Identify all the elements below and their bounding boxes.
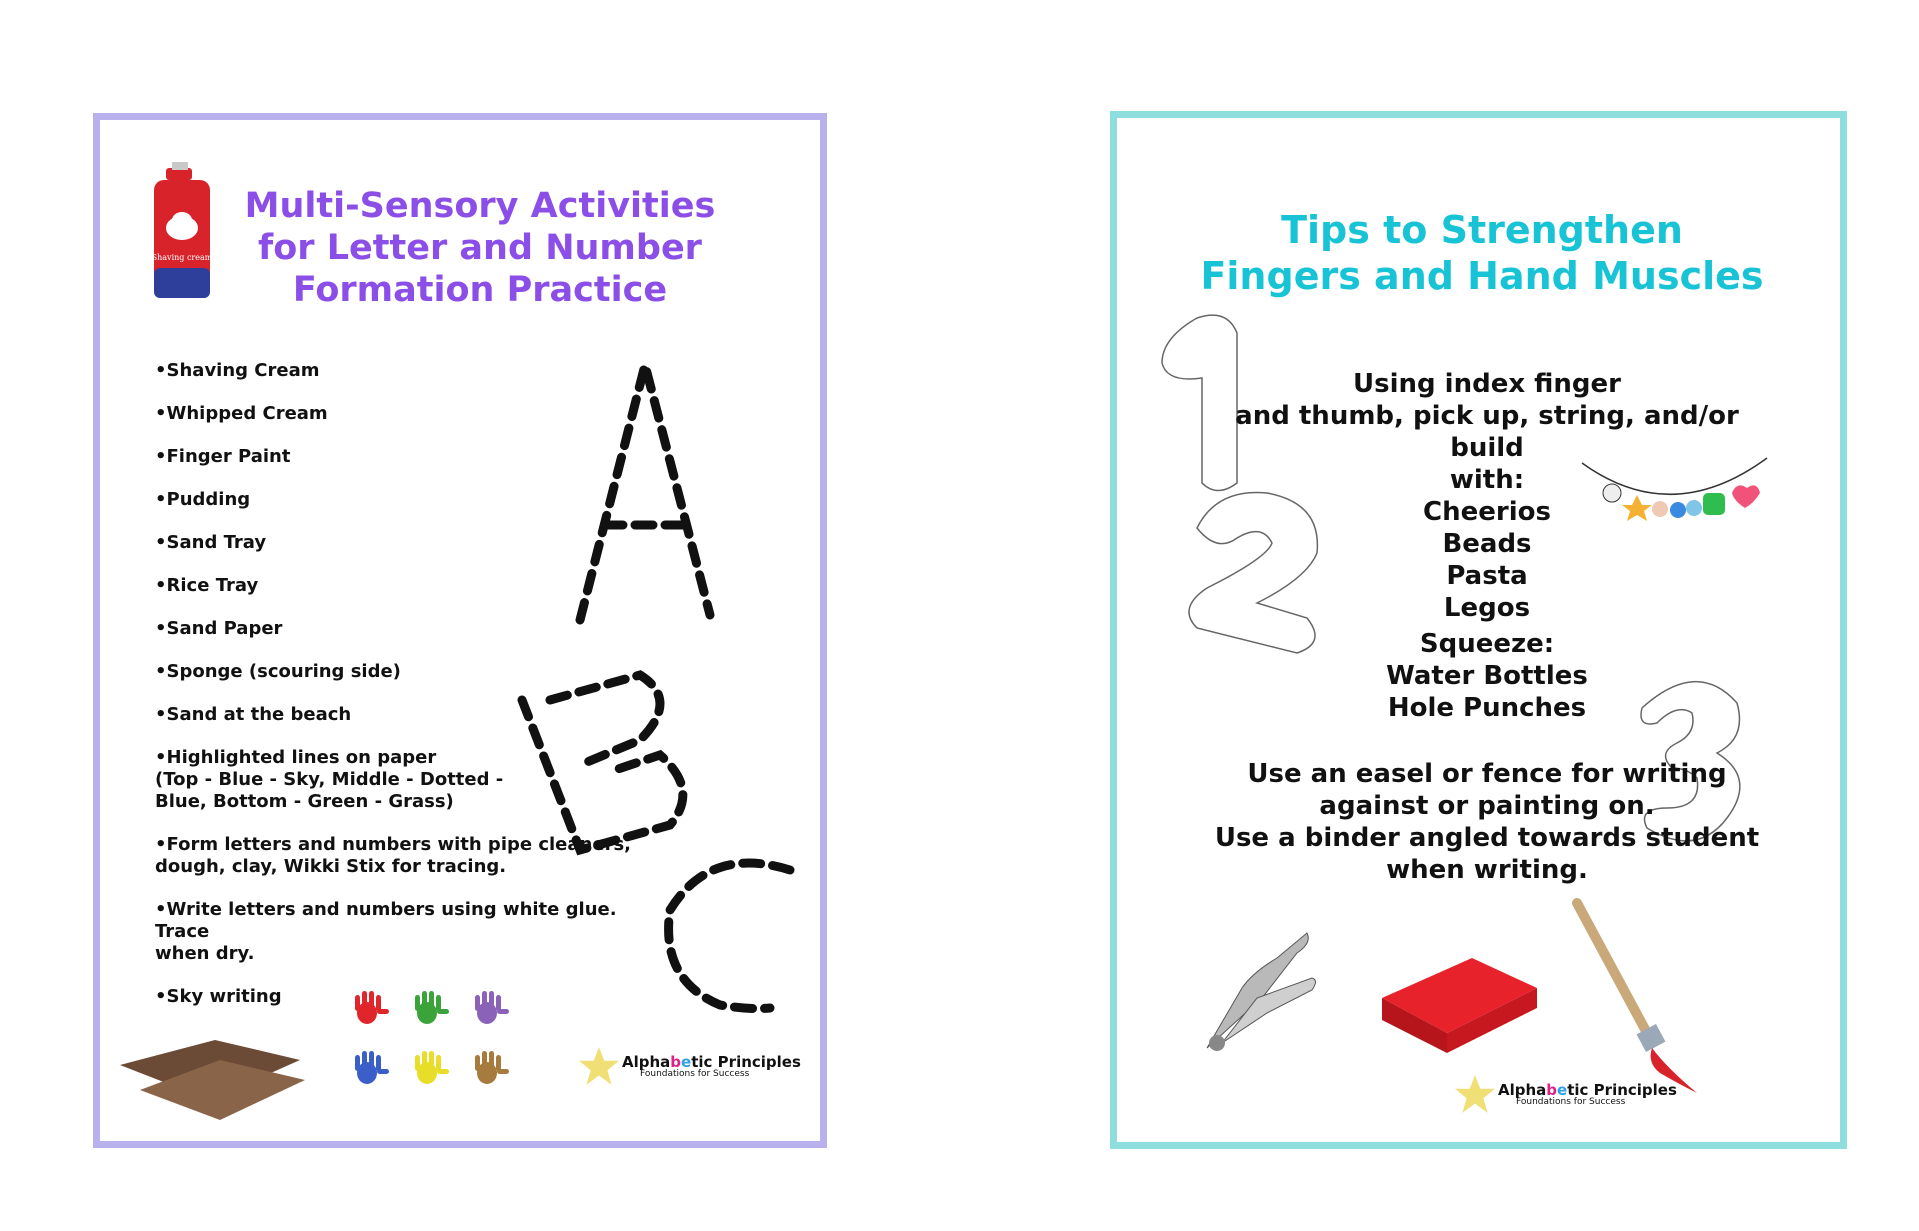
index-finger-tip: Using index finger and thumb, pick up, string, and/or build with: Cheerios Beads Pasta Legos (1235, 369, 1739, 623)
sandpaper-icon (120, 1020, 320, 1120)
brand-name: Alphabetic Principles (1498, 1080, 1677, 1099)
handprint-icon (415, 991, 449, 1024)
list-item: •Whipped Cream (155, 403, 328, 424)
brand-tagline: Foundations for Success (640, 1068, 750, 1079)
handprints-icon (345, 980, 525, 1100)
paint-brush-icon (1572, 898, 1712, 1098)
squeeze-tip: Squeeze: Water Bottles Hole Punches (1386, 629, 1588, 723)
list-item: •Sand Tray (155, 532, 267, 553)
brand-tagline: Foundations for Success (1516, 1096, 1626, 1107)
handprint-icon (475, 991, 509, 1024)
brand-name: Alphabetic Principles (622, 1052, 801, 1071)
right-handout (1110, 111, 1847, 1149)
list-item: •Write letters and numbers using white glue. Trace when dry. (155, 899, 617, 964)
list-item: •Sand Paper (155, 618, 283, 639)
list-item: •Pudding (155, 489, 251, 510)
title-line: Tips to Strengthen (1281, 208, 1683, 252)
easel-tip: Use an easel or fence for writing against or painting on. Use a binder angled towards student when writing. (1214, 759, 1760, 885)
list-item: •Form letters and numbers with pipe cleaners, dough, clay, Wikki Stix for tracing. (155, 834, 631, 877)
handprint-icon (415, 1051, 449, 1084)
list-item: •Shaving Cream (155, 360, 320, 381)
list-item: •Highlighted lines on paper (Top - Blue - Sky, Middle - Dotted - Blue, Bottom - Green - Grass) (155, 747, 504, 812)
title-line: Fingers and Hand Muscles (1200, 253, 1764, 298)
hole-punch-icon (1187, 918, 1327, 1068)
star-icon (1454, 1073, 1496, 1115)
list-item: •Sponge (scouring side) (155, 661, 401, 682)
brand-logo (1454, 1073, 1677, 1115)
handprint-icon (475, 1051, 509, 1084)
list-item: •Sand at the beach (155, 704, 352, 725)
title-line: Multi-Sensory Activities (244, 186, 716, 226)
handprint-icon (355, 991, 389, 1024)
title-line: for Letter and Number (258, 228, 702, 268)
title-line: Formation Practice (292, 270, 668, 310)
star-icon (578, 1045, 620, 1087)
right-page-title (1137, 208, 1827, 299)
list-item: •Rice Tray (155, 575, 259, 596)
left-handout (93, 113, 827, 1148)
red-binder-icon (1372, 958, 1542, 1058)
beads-string-icon (1582, 453, 1767, 533)
dotted-letter-c (669, 863, 790, 1009)
brand-logo (578, 1045, 801, 1087)
list-item: •Sky writing (155, 986, 282, 1007)
handprint-icon (355, 1051, 389, 1084)
activity-list (155, 360, 655, 1029)
can-label: Shaving cream (151, 253, 213, 262)
shaving-cream-can-icon (150, 168, 212, 308)
list-item: •Finger Paint (155, 446, 291, 467)
